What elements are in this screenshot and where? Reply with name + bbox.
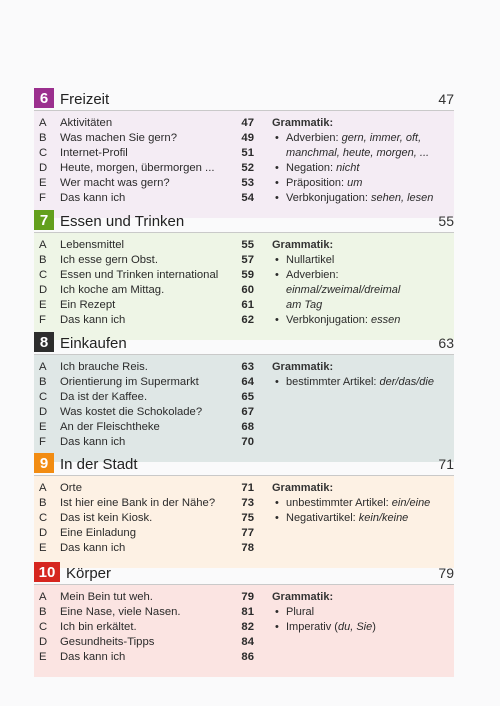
chapter-title: Körper	[66, 565, 112, 582]
lesson-letter: C	[39, 391, 48, 403]
chapter-body	[34, 233, 454, 340]
chapter-page-number: 63	[438, 335, 454, 351]
grammar-label: bestimmter Artikel:	[286, 376, 380, 388]
lesson-title: Mein Bein tut weh.	[60, 591, 153, 603]
lesson-title: Heute, morgen, übermorgen ...	[60, 162, 215, 174]
lesson-letter: E	[39, 542, 47, 554]
lesson-row	[34, 650, 454, 665]
lesson-page-number: 78	[241, 542, 254, 554]
lesson-title: Was machen Sie gern?	[60, 132, 178, 144]
lesson-row	[34, 420, 454, 435]
lesson-page-number: 57	[241, 254, 254, 266]
grammar-item	[272, 146, 452, 161]
grammar-item	[272, 375, 452, 390]
lesson-page-number: 59	[241, 269, 254, 281]
chapter-body	[34, 355, 454, 462]
lesson-title: Ich koche am Mittag.	[60, 284, 165, 296]
grammar-heading: Grammatik:	[272, 361, 334, 373]
lesson-page-number: 53	[241, 177, 254, 189]
grammar-label: Adverbien:	[286, 269, 339, 281]
chapter-7	[34, 210, 454, 340]
grammar-box	[272, 238, 452, 328]
grammar-suffix: )	[372, 621, 376, 633]
lesson-page-number: 52	[241, 162, 254, 174]
lesson-page-number: 81	[241, 606, 254, 618]
lesson-page-number: 73	[241, 497, 254, 509]
chapter-number-badge: 7	[34, 210, 54, 230]
lesson-letter: C	[39, 269, 48, 281]
grammar-box	[272, 360, 452, 390]
grammar-value: am Tag	[286, 299, 323, 311]
lesson-letter: D	[39, 162, 48, 174]
lesson-letter: B	[39, 376, 47, 388]
lesson-page-number: 71	[241, 482, 254, 494]
lesson-letter: E	[39, 421, 47, 433]
grammar-box	[272, 116, 452, 206]
grammar-item	[272, 161, 452, 176]
grammar-item	[272, 268, 452, 298]
chapter-header	[34, 210, 454, 233]
lesson-row	[34, 635, 454, 650]
lesson-letter: E	[39, 177, 47, 189]
lesson-row	[34, 541, 454, 556]
lesson-row	[34, 526, 454, 541]
chapter-header	[34, 88, 454, 111]
grammar-value: manchmal, heute, morgen, ...	[286, 147, 430, 159]
chapter-8	[34, 332, 454, 462]
lesson-title: Orientierung im Supermarkt	[60, 376, 199, 388]
lesson-page-number: 70	[241, 436, 254, 448]
chapter-number-badge: 10	[34, 562, 60, 582]
grammar-label: Imperativ (	[286, 621, 338, 633]
grammar-value: der/das/die	[379, 376, 434, 388]
grammar-label: Adverbien:	[286, 132, 342, 144]
chapter-page-number: 79	[438, 565, 454, 581]
grammar-value: sehen, lesen	[371, 192, 434, 204]
lesson-letter: C	[39, 512, 48, 524]
grammar-item	[272, 131, 452, 146]
lesson-row	[34, 405, 454, 420]
chapter-page-number: 47	[438, 91, 454, 107]
grammar-box	[272, 590, 452, 635]
lesson-page-number: 47	[241, 117, 254, 129]
chapter-number-badge: 8	[34, 332, 54, 352]
lesson-page-number: 51	[241, 147, 254, 159]
chapter-header	[34, 562, 454, 585]
chapter-number-badge: 9	[34, 453, 54, 473]
chapter-page-number: 55	[438, 213, 454, 229]
lesson-page-number: 84	[241, 636, 254, 648]
lesson-letter: D	[39, 284, 48, 296]
grammar-label: Plural	[286, 606, 315, 618]
grammar-value: nicht	[336, 162, 360, 174]
grammar-item	[272, 253, 452, 268]
lesson-letter: A	[39, 482, 47, 494]
lesson-title: Ich bin erkältet.	[60, 621, 137, 633]
lesson-title: Wer macht was gern?	[60, 177, 170, 189]
grammar-label: Präposition:	[286, 177, 348, 189]
grammar-heading: Grammatik:	[272, 239, 334, 251]
grammar-item	[272, 620, 452, 635]
lesson-letter: F	[39, 436, 46, 448]
grammar-value: einmal/zweimal/dreimal	[286, 284, 401, 296]
chapter-number-badge: 6	[34, 88, 54, 108]
chapter-6	[34, 88, 454, 218]
chapter-9	[34, 453, 454, 568]
grammar-label: Nullartikel	[286, 254, 335, 266]
lesson-title: Was kostet die Schokolade?	[60, 406, 203, 418]
lesson-title: Ich esse gern Obst.	[60, 254, 158, 266]
lesson-title: Das kann ich	[60, 192, 126, 204]
lesson-title: Das ist kein Kiosk.	[60, 512, 153, 524]
lesson-title: Essen und Trinken international	[60, 269, 219, 281]
lesson-letter: E	[39, 299, 47, 311]
lesson-title: Internet-Profil	[60, 147, 128, 159]
grammar-value: du, Sie	[337, 621, 373, 633]
lesson-title: Eine Einladung	[60, 527, 137, 539]
lesson-page-number: 82	[241, 621, 254, 633]
grammar-item	[272, 605, 452, 620]
grammar-heading: Grammatik:	[272, 482, 334, 494]
chapter-page-number: 71	[438, 456, 454, 472]
grammar-item	[272, 313, 452, 328]
grammar-item	[272, 298, 452, 313]
lesson-letter: A	[39, 117, 47, 129]
chapter-title: In der Stadt	[60, 456, 138, 473]
grammar-label: Verbkonjugation:	[286, 314, 372, 326]
lesson-page-number: 79	[241, 591, 254, 603]
grammar-value: gern, immer, oft,	[341, 132, 422, 144]
lesson-letter: B	[39, 497, 47, 509]
lesson-letter: B	[39, 132, 47, 144]
lesson-page-number: 54	[241, 192, 254, 204]
chapter-title: Freizeit	[60, 91, 110, 108]
lesson-page-number: 77	[241, 527, 254, 539]
grammar-value: ein/eine	[391, 497, 431, 509]
lesson-letter: A	[39, 361, 47, 373]
grammar-value: kein/keine	[358, 512, 409, 524]
lesson-page-number: 49	[241, 132, 254, 144]
lesson-title: Eine Nase, viele Nasen.	[60, 606, 181, 618]
grammar-item	[272, 176, 452, 191]
lesson-page-number: 61	[241, 299, 254, 311]
lesson-letter: E	[39, 651, 47, 663]
lesson-page-number: 86	[241, 651, 254, 663]
grammar-heading: Grammatik:	[272, 591, 334, 603]
lesson-row	[34, 390, 454, 405]
chapter-body	[34, 585, 454, 677]
lesson-title: Lebensmittel	[60, 239, 125, 251]
lesson-title: Ein Rezept	[60, 299, 116, 311]
lesson-title: Das kann ich	[60, 436, 126, 448]
lesson-letter: B	[39, 254, 47, 266]
lesson-letter: A	[39, 591, 47, 603]
lesson-letter: A	[39, 239, 47, 251]
lesson-page-number: 67	[241, 406, 254, 418]
lesson-title: Gesundheits-Tipps	[60, 636, 155, 648]
chapter-body	[34, 111, 454, 218]
lesson-row	[34, 435, 454, 450]
grammar-label: unbestimmter Artikel:	[286, 497, 392, 509]
grammar-label: Negation:	[286, 162, 337, 174]
chapter-10	[34, 562, 454, 677]
grammar-item	[272, 191, 452, 206]
chapter-body	[34, 476, 454, 568]
lesson-title: An der Fleischtheke	[60, 421, 160, 433]
grammar-value: essen	[371, 314, 401, 326]
lesson-letter: C	[39, 147, 48, 159]
lesson-title: Das kann ich	[60, 542, 126, 554]
lesson-title: Das kann ich	[60, 314, 126, 326]
lesson-letter: D	[39, 406, 48, 418]
lesson-page-number: 64	[241, 376, 254, 388]
lesson-page-number: 65	[241, 391, 254, 403]
lesson-page-number: 63	[241, 361, 254, 373]
grammar-label: Verbkonjugation:	[286, 192, 372, 204]
chapter-title: Essen und Trinken	[60, 213, 185, 230]
grammar-box	[272, 481, 452, 526]
lesson-title: Ist hier eine Bank in der Nähe?	[60, 497, 216, 509]
lesson-title: Orte	[60, 482, 82, 494]
lesson-title: Ich brauche Reis.	[60, 361, 148, 373]
lesson-page-number: 68	[241, 421, 254, 433]
lesson-page-number: 62	[241, 314, 254, 326]
lesson-page-number: 75	[241, 512, 254, 524]
lesson-letter: B	[39, 606, 47, 618]
chapter-header	[34, 453, 454, 476]
lesson-page-number: 60	[241, 284, 254, 296]
grammar-value: um	[347, 177, 363, 189]
lesson-letter: D	[39, 636, 48, 648]
grammar-item	[272, 496, 452, 511]
lesson-letter: C	[39, 621, 48, 633]
grammar-heading: Grammatik:	[272, 117, 334, 129]
chapter-title: Einkaufen	[60, 335, 127, 352]
lesson-letter: F	[39, 192, 46, 204]
lesson-letter: D	[39, 527, 48, 539]
chapter-header	[34, 332, 454, 355]
grammar-label: Negativartikel:	[286, 512, 359, 524]
lesson-title: Da ist der Kaffee.	[60, 391, 148, 403]
lesson-page-number: 55	[241, 239, 254, 251]
grammar-item	[272, 511, 452, 526]
lesson-title: Das kann ich	[60, 651, 126, 663]
lesson-letter: F	[39, 314, 46, 326]
lesson-title: Aktivitäten	[60, 117, 113, 129]
